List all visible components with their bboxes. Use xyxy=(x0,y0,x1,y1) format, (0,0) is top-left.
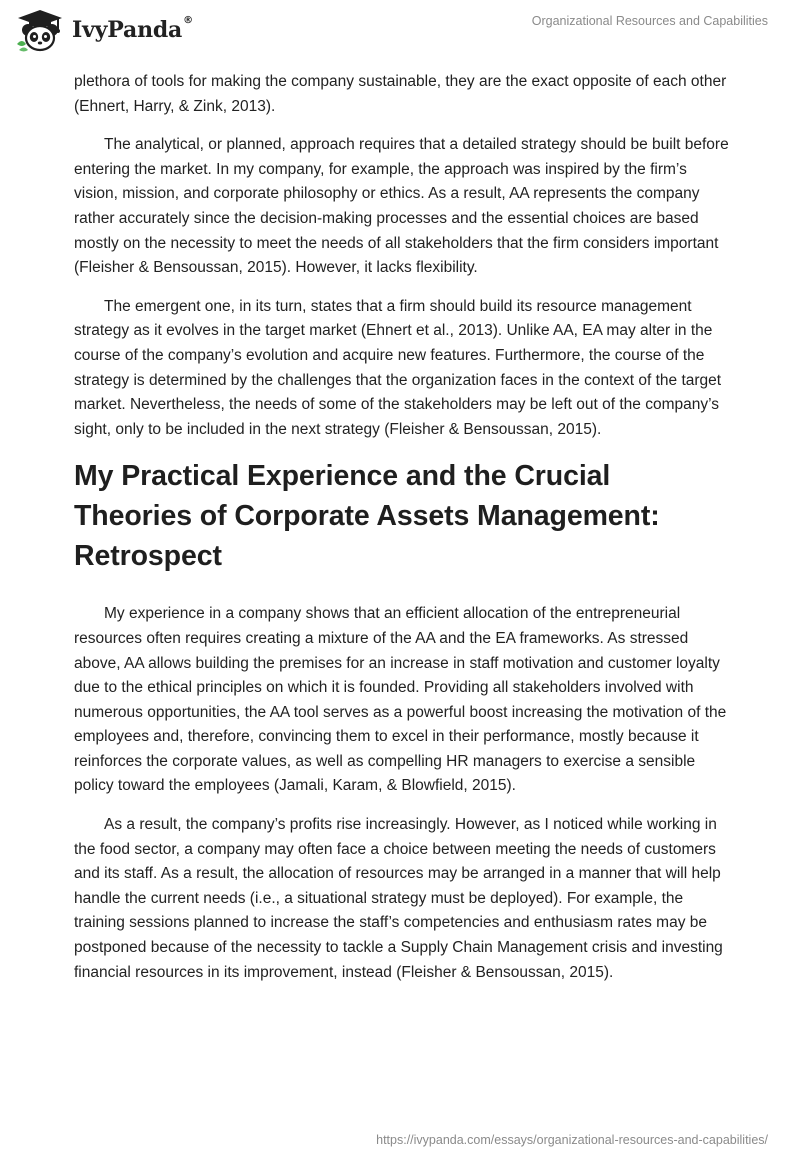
paragraph: The emergent one, in its turn, states that a firm should build its resource management strategy as it evolves in the target market (Ehnert et al., 2013). Unlike AA, EA may alter in the course of the company’s evolution and acquire new features. Furthermore, the course of the strategy is determined by the challenges that the organization faces in the context of the target market. Nevertheless, the needs of some of the stakeholders may be left out of the company’s sight, only to be included in the next strategy (Fleisher & Bensoussan, 2015). xyxy=(74,297,722,438)
logo-text: IvyPanda® xyxy=(72,15,193,43)
site-logo[interactable] xyxy=(14,8,193,52)
paragraph: My experience in a company shows that an efficient allocation of the entrepreneurial resources often requires creating a mixture of the AA and the EA frameworks. As stressed above, AA allows building the premises for an increase in staff motivation and customer loyalty due to the ethical principles on which it is founded. Providing all stakeholders involved with numerous opportunities, the AA tool serves as a powerful boost increasing the motivation of the employees and, therefore, convincing them to excel in their performance, mostly because it reinforces the corporate values, as well as compelling HR managers to exercise a sensible policy toward the employees (Jamali, Karam, & Blowfield, 2015). xyxy=(74,605,727,795)
essay-body xyxy=(74,70,730,999)
registered-mark: ® xyxy=(183,15,193,26)
section-heading: My Practical Experience and the Crucial Theories of Corporate Assets Management: Retrospect xyxy=(74,460,660,573)
document-title: Organizational Resources and Capabilities xyxy=(531,14,768,28)
paragraph: As a result, the company’s profits rise increasingly. However, as I noticed while working in the food sector, a company may often face a choice between meeting the needs of customers and its staff. As a result, the allocation of resources may be arranged in a manner that will help handle the current needs (i.e., a situational strategy must be deployed). For example, the training sessions planned to increase the staff’s competencies and enthusiasm rates may be postponed because of the necessity to tackle a Supply Chain Management crisis and investing financial resources in its improvement, instead (Fleisher & Bensoussan, 2015). xyxy=(74,816,723,981)
source-url[interactable]: https://ivypanda.com/essays/organizational-resources-and-capabilities/ xyxy=(376,1133,768,1147)
paragraph: plethora of tools for making the company sustainable, they are the exact opposite of each other (Ehnert, Harry, & Zink, 2013). xyxy=(74,73,727,115)
paragraph: The analytical, or planned, approach requires that a detailed strategy should be built before entering the market. In my company, for example, the approach was inspired by the firm’s vision, mission, and corporate philosophy or ethics. As a result, AA represents the company rather accurately since the decision-making processes and the essential choices are based mostly on the necessity to meet the needs of all stakeholders that the firm considers important (Fleisher & Bensoussan, 2015). However, it lacks flexibility. xyxy=(74,136,729,277)
panda-graduate-icon xyxy=(14,8,66,52)
page-header xyxy=(0,0,800,62)
